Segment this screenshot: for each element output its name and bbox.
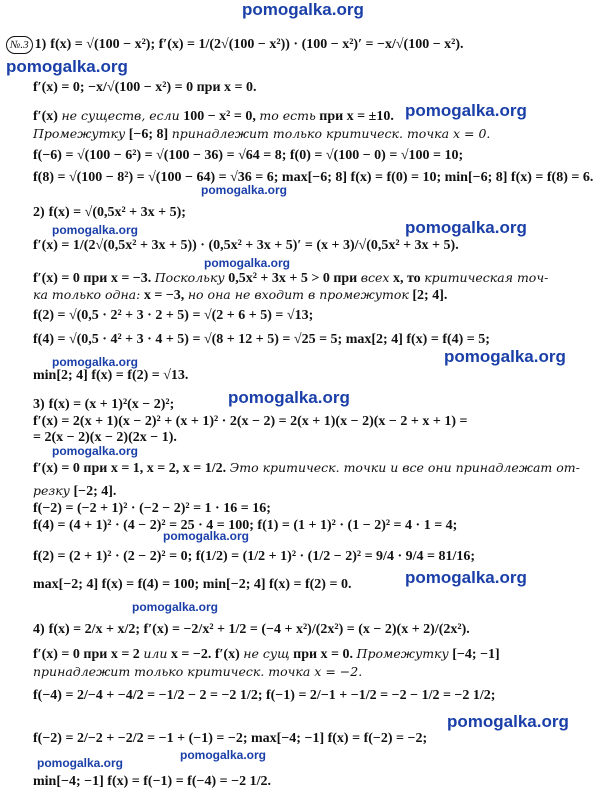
- task-number-badge: №.3: [6, 36, 33, 54]
- watermark: pomogalka.org: [37, 756, 124, 770]
- p3-line-7: f(4) = (4 + 1)² · (4 − 2)² = 25 · 4 = 100; f(1) = (1 + 1)² · (1 − 2)² = 4 · 1 = 4;: [33, 518, 458, 533]
- watermark: pomogalka.org: [447, 712, 569, 731]
- watermark: pomogalka.org: [132, 600, 219, 614]
- p3-line-2: f′(x) = 2(x + 1)(x − 2)² + (x + 1)² · 2(x − 2) = 2(x + 1)(x − 2)(x − 2 + x + 1) =: [33, 414, 468, 429]
- watermark: pomogalka.org: [180, 748, 267, 762]
- p2-line-6: f(4) = √(0,5 · 4² + 3 · 4 + 5) = √(8 + 12 + 5) = √25 = 5; max[2; 4] f(x) = f(4) = 5;: [33, 332, 490, 347]
- watermark: pomogalka.org: [6, 57, 128, 76]
- p3-line-5: резку [−2; 4].: [33, 483, 117, 499]
- p3-line-9: max[−2; 4] f(x) = f(4) = 100; min[−2; 4] f(x) = f(2) = 0.: [33, 577, 352, 592]
- p3-line-6: f(−2) = (−2 + 1)² · (−2 − 2)² = 1 · 16 = 16;: [33, 501, 271, 516]
- p3-label: 3): [33, 397, 45, 412]
- p2-line-7: min[2; 4] f(x) = f(2) = √13.: [33, 368, 189, 383]
- p3-line-1: 3) f(x) = (x + 1)²(x − 2)²;: [33, 397, 175, 412]
- p1-formula: f(x) = √(100 − x²); f′(x) = 1/(2√(100 − x²)) · (100 − x²)′ = −x/√(100 − x²).: [50, 37, 464, 52]
- watermark: pomogalka.org: [228, 388, 350, 407]
- watermark: pomogalka.org: [405, 568, 527, 587]
- p2-line-3: f′(x) = 0 при x = −3. Поскольку 0,5x² + 3x + 5 > 0 при всех x, то критическая точ-: [33, 270, 549, 286]
- watermark: pomogalka.org: [52, 355, 139, 369]
- p1-line-1: [6, 36, 464, 54]
- p1-line-6: f(8) = √(100 − 8²) = √(100 − 64) = √36 = 6; max[−6; 8] f(x) = f(0) = 10; min[−6; 8] f(x) = f(8) = 6.: [33, 170, 594, 185]
- watermark: pomogalka.org: [444, 347, 566, 366]
- watermark: pomogalka.org: [405, 101, 527, 120]
- p2-line-4: ка только одна: x = −3, но она не входит в промежуток [2; 4].: [33, 287, 448, 303]
- p4-line-5: f(−2) = 2/−2 + −2/2 = −1 + (−1) = −2; max[−4; −1] f(x) = f(−2) = −2;: [33, 731, 428, 746]
- p1-line-5: f(−6) = √(100 − 6²) = √(100 − 36) = √64 = 8; f(0) = √(100 − 0) = √100 = 10;: [33, 148, 464, 163]
- watermark: pomogalka.org: [405, 218, 527, 237]
- p4-line-4: f(−4) = 2/−4 + −4/2 = −1/2 − 2 = −2 1/2; f(−1) = 2/−1 + −1/2 = −2 − 1/2 = −2 1/2;: [33, 688, 496, 703]
- watermark-top: pomogalka.org: [242, 0, 364, 19]
- p2-line-2: f′(x) = 1/(2√(0,5x² + 3x + 5)) · (0,5x² + 3x + 5)′ = (x + 3)/√(0,5x² + 3x + 5).: [33, 238, 459, 253]
- watermark: pomogalka.org: [52, 444, 139, 458]
- p4-line-2: f′(x) = 0 при x = 2 или x = −2. f′(x) не сущ при x = 0. Промежутку [−4; −1]: [33, 646, 500, 662]
- p1-line-2: f′(x) = 0; −x/√(100 − x²) = 0 при x = 0.: [33, 80, 257, 95]
- p1-line-4: Промежутку [−6; 8] принадлежит только критическ. точка x = 0.: [33, 126, 491, 142]
- p4-line-3: принадлежит только критическ. точка x = −2.: [33, 664, 363, 679]
- watermark: pomogalka.org: [201, 183, 288, 197]
- watermark: pomogalka.org: [163, 529, 250, 543]
- p1-label: 1): [34, 37, 47, 52]
- watermark: pomogalka.org: [52, 223, 139, 237]
- p4-line-6: min[−4; −1] f(x) = f(−1) = f(−4) = −2 1/2.: [33, 774, 271, 789]
- p3-line-4: f′(x) = 0 при x = 1, x = 2, x = 1/2. Это критическ. точки и все они принадлежат от-: [33, 460, 580, 476]
- p3-line-3: = 2(x − 2)(x − 2)(2x − 1).: [33, 430, 177, 445]
- p4-label: 4): [33, 622, 45, 637]
- p2-line-5: f(2) = √(0,5 · 2² + 3 · 2 + 5) = √(2 + 6 + 5) = √13;: [33, 308, 314, 323]
- p3-line-8: f(2) = (2 + 1)² · (2 − 2)² = 0; f(1/2) = (1/2 + 1)² · (1/2 − 2)² = 9/4 · 9/4 = 81/16;: [33, 549, 476, 564]
- p1-line-3: f′(x) не существ, если 100 − x² = 0, то есть при x = ±10.: [33, 108, 394, 124]
- p2-label: 2): [33, 205, 45, 220]
- watermark: pomogalka.org: [204, 256, 291, 270]
- p2-line-1: 2) f(x) = √(0,5x² + 3x + 5);: [33, 205, 186, 220]
- p4-line-1: 4) f(x) = 2/x + x/2; f′(x) = −2/x² + 1/2 = (−4 + x²)/(2x²) = (x − 2)(x + 2)/(2x²).: [33, 622, 470, 637]
